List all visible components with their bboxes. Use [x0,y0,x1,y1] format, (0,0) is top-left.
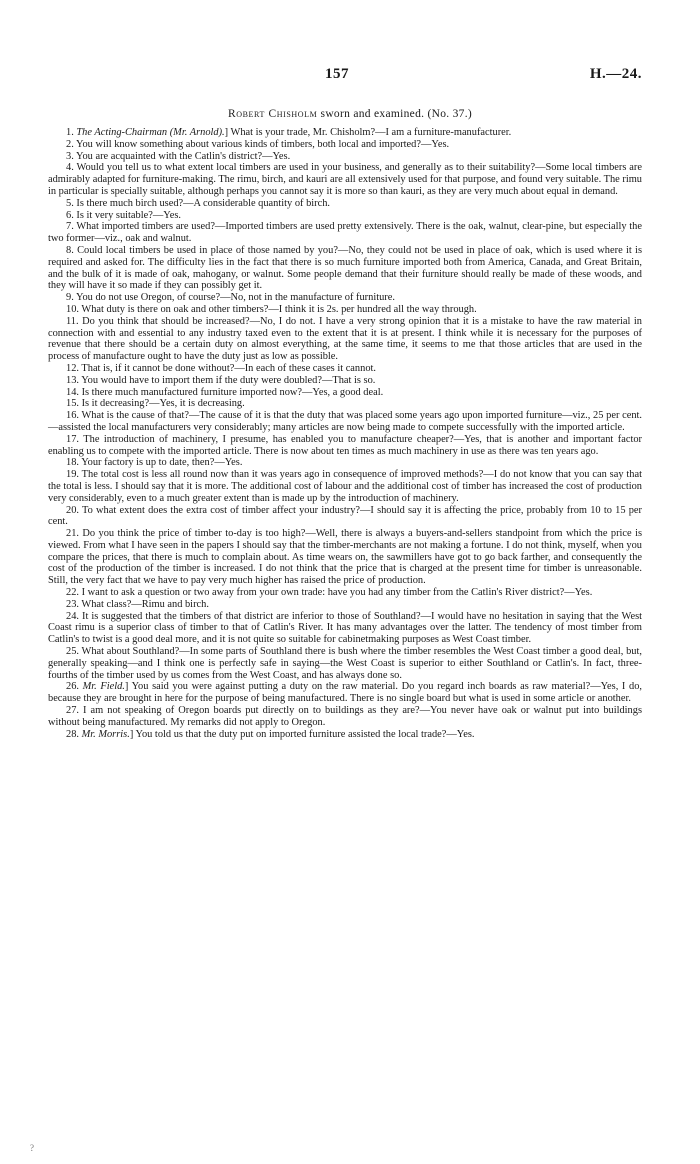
testimony-paragraph: 23. What class?—Rimu and birch. [66,598,209,610]
question-number: 28. [66,728,82,740]
testimony-paragraph: 8. Could local timbers be used in place of those named by you?—No, they could not be used in place of oak, which is used where it is required and asked for. The difficulty lies in the fact that there is so much furniture imported both from America, Canada, and Great Britain, and the bulk of it is made of oak, mahogany, or walnut. Some people demand that their furniture should really be made of these woods, and they will have it so made if they can possibly get it. [48,244,642,292]
testimony-paragraph: 4. Would you tell us to what extent local timbers are used in your business, and generally as to their suitability?—Some local timbers are admirably adapted for furniture-making. The rimu, birch, and kauri are all extensively used for that purpose, and found very suitable. The rimu in particular is specially suitable, although perhaps you cannot say it is more so than kauri, as they are very much about equal in demand. [48,162,643,197]
testimony-paragraph [48,681,642,705]
testimony-paragraph: 7. What imported timbers are used?—Imported timbers are used pretty extensively. There is the oak, walnut, clear-pine, but especially the two former—viz., oak and walnut. [48,221,642,245]
document-code: H.—24. [589,66,642,82]
testimony-paragraph: 16. What is the cause of that?—The cause of it is that the duty that was placed some years ago upon imported furniture—viz., 25 per cent.—assisted the local manufacturers very considerably; many articles are now being made to compete successfully with the imported article. [48,410,642,433]
testimony-paragraph: 15. Is it decreasing?—Yes, it is decreasing. [66,398,245,410]
testimony-paragraph: 11. Do you think that should be increased?—No, I do not. I have a very strong opinion that it is a mistake to have the raw material in connection with and essential to any industry taxed even to the extent that it is at present. I think while it is necessary for the purposes of revenue that there should be a certain duty on almost everything, at the same time, it seems to me that those articles that are used in the process of manufacture ought to have the duty just as low as possible. [48,315,642,363]
testimony-paragraph: 14. Is there much manufactured furniture imported now?—Yes, a good deal. [66,386,384,398]
question-number: 26. [66,681,83,693]
testimony-paragraph: 18. Your factory is up to date, then?—Yes. [66,457,243,469]
testimony-paragraph: 22. I want to ask a question or two away from your own trade: have you had any timber from the Catlin's River district?—Yes. [66,587,593,599]
witness-heading [0,108,700,120]
testimony-paragraph: 27. I am not speaking of Oregon boards put directly on to buildings as they are?—You never have oak or walnut put into buildings without being manufactured. My remarks did not apply to Oregon. [48,705,642,728]
testimony-paragraph: 24. It is suggested that the timbers of that district are inferior to those of Southland?—I would have no hesitation in saying that the West Coast rimu is a superior class of timber to that of Catlin's River. It has many advantages over the latter. The tendency of most timber from Catlin's to twist is a good deal more, and it is not quite so suitable for cabinetmaking purposes as West Coast timber. [48,610,642,646]
testimony-paragraph: 12. That is, if it cannot be done without?—In each of these cases it cannot. [66,362,376,374]
speaker-name: The Acting-Chairman (Mr. Arnold). [76,127,225,138]
speaker-name: Mr. Field. [82,681,125,693]
testimony-text: ] You said you were against putting a duty on the raw material. Do you regard inch boards as raw material?—Yes, I do, because they are brought in here for the purpose of being manufactured. There is no single board but what is used in some article or another. [48,681,642,705]
margin-mark: ? [30,1143,34,1153]
speaker-name: Mr. Morris. [81,728,130,740]
question-number: 1. [66,127,77,138]
testimony-text: ] You told us that the duty put on imported furniture assisted the local trade?—Yes. [129,728,475,740]
page-number: 157 [325,66,349,82]
testimony-body [48,127,642,740]
testimony-paragraph: 20. To what extent does the extra cost of timber affect your industry?—I should say it is affecting the price, probably from 10 to 15 per cent. [48,504,642,528]
testimony-paragraph: 3. You are acquainted with the Catlin's district?—Yes. [66,150,291,162]
testimony-paragraph: 25. What about Southland?—In some parts of Southland there is bush where the timber resembles the West Coast timber a good deal, but, generally speaking—and I think one is perfectly safe in saying—the West Coast is superior to either Southland or Catlin's. In fact, three-fourths of the timber used by us comes from the West Coast, and has always done so. [48,646,642,681]
testimony-paragraph: 2. You will know something about various kinds of timbers, both local and imported?—Yes. [66,138,450,150]
page-header [0,66,700,86]
testimony-paragraph: 6. Is it very suitable?—Yes. [66,209,181,221]
testimony-paragraph: 17. The introduction of machinery, I presume, has enabled you to manufacture cheaper?—Yes, that is another and important factor enabling us to compete with the imported article. There is now about ten times as much machinery in use as there was ten years ago. [48,433,642,457]
testimony-paragraph [48,127,642,139]
witness-name: Robert Chisholm [227,108,318,120]
testimony-paragraph: 13. You would have to import them if the duty were doubled?—That is so. [66,374,376,386]
testimony-paragraph: 9. You do not use Oregon, of course?—No, not in the manufacture of furniture. [66,292,395,304]
testimony-paragraph: 10. What duty is there on oak and other timbers?—I think it is 2s. per hundred all the way through. [66,303,477,315]
testimony-paragraph: 21. Do you think the price of timber to-day is too high?—Well, there is always a buyers-and-sellers standpoint from which the price is viewed. From what I have seen in the papers I should say that the timber-merchants are not making a fortune. I do not think, myself, when you compare the prices, that there is much to complain about. As time wears on, the sawmillers have got to go back farther, and consequently the cost of the production of the timber is increased. I do not think that the price that is charged at the present time for timber is unreasonable. Still, the very fact that we have to pay very much higher has raised the price of production. [48,528,642,587]
testimony-text: ] What is your trade, Mr. Chisholm?—I am a furniture-manufacturer. [224,127,512,138]
testimony-paragraph: 5. Is there much birch used?—A considerable quantity of birch. [66,197,331,209]
testimony-paragraph: 19. The total cost is less all round now than it was years ago in consequence of improved methods?—I do not know that you can say that the total is less. I should say that it is more. The additional cost of labour and the additional cost of timber has increased the cost of production very considerably, even to a much greater extent than is made up by the introduction of machinery. [48,469,642,504]
testimony-paragraph [48,729,642,741]
witness-heading-rest: sworn and examined. (No. 37.) [317,108,473,120]
